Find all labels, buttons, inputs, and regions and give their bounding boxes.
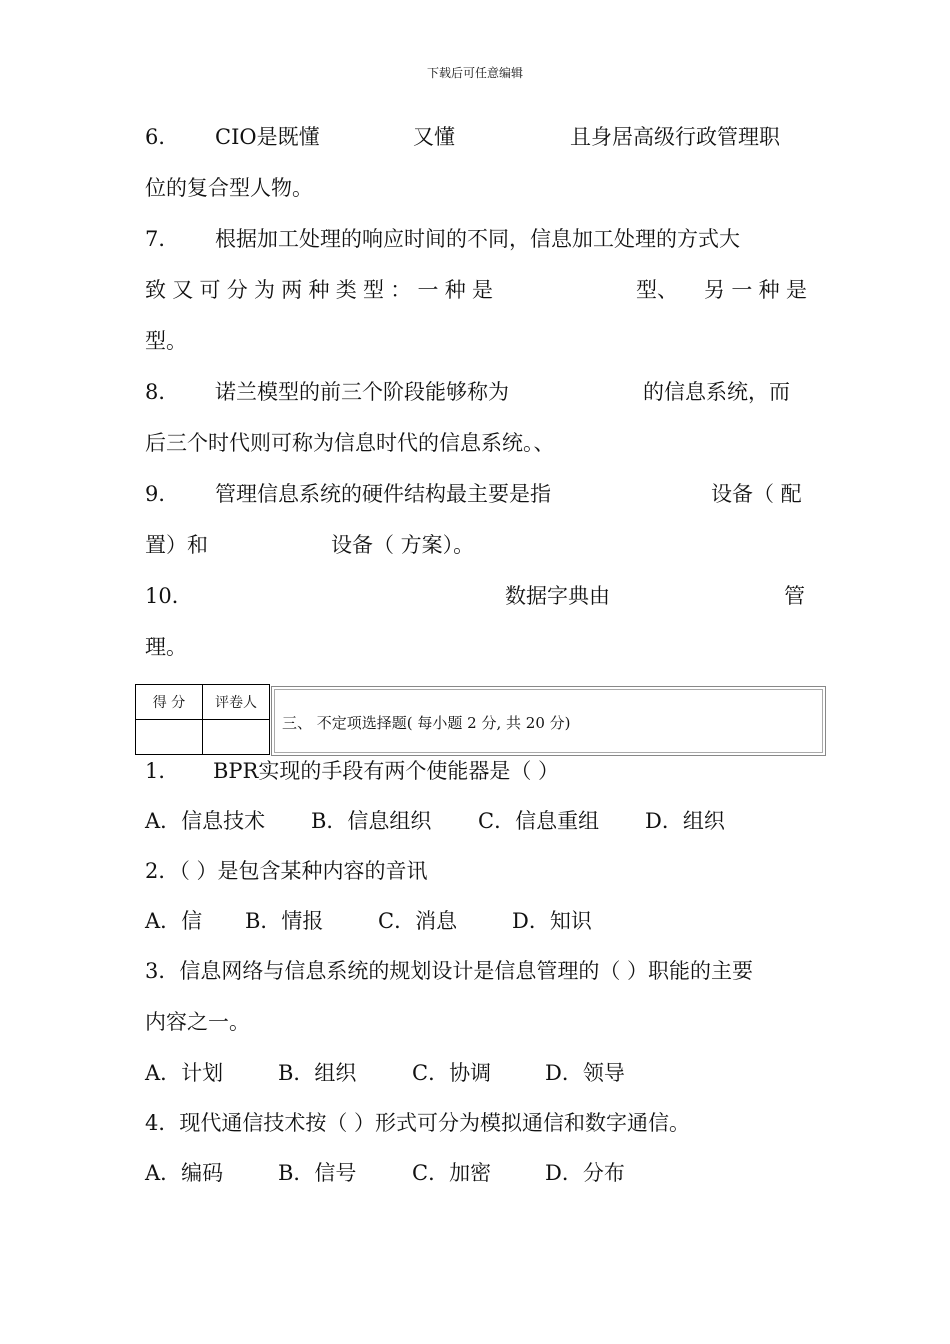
q6-text-b: 又懂	[413, 125, 455, 149]
q10-text-a: 数据字典由	[505, 584, 610, 608]
q8-continuation: 后三个时代则可称为信息时代的信息系统。、	[145, 431, 555, 455]
mc1-option-b: B．信息组织	[311, 809, 432, 833]
mc2-option-c: C．消息	[378, 909, 458, 933]
score-table	[135, 684, 270, 755]
q8-text-b: 的信息系统，而	[643, 380, 790, 404]
q9-number: 9．	[145, 482, 180, 506]
mc3-option-b: B．组织	[278, 1061, 357, 1085]
mc3-option-d: D．领导	[545, 1061, 625, 1085]
q6-text-c: 且身居高级行政管理职	[570, 125, 780, 149]
mc1-option-c: C．信息重组	[478, 809, 600, 833]
mc2-option-d: D．知识	[512, 909, 592, 933]
mc3-option-a: A．计划	[145, 1061, 224, 1085]
section-title: 三、 不定项选择题( 每小题 2 分, 共 20 分)	[282, 714, 571, 732]
mc4-option-c: C．加密	[412, 1161, 492, 1185]
page-header: 下载后可任意编辑	[426, 66, 523, 80]
q7-text-b: 型、	[636, 278, 678, 302]
q10-continuation: 理。	[145, 635, 187, 659]
mc1-number: 1．	[145, 759, 180, 783]
mc2-option-a: A．信	[145, 909, 203, 933]
mc3-stem: 3．信息网络与信息系统的规划设计是信息管理的（ ）职能的主要	[145, 959, 754, 983]
q6-text-a: CIO是既懂	[215, 125, 320, 149]
q10-number: 10．	[145, 584, 193, 608]
mc4-option-d: D．分布	[545, 1161, 625, 1185]
q9-continuation-b: 设备（ 方案）。	[331, 533, 475, 557]
q6-continuation: 位的复合型人物。	[145, 176, 313, 200]
q7-text-a: 根据加工处理的响应时间的不同，信息加工处理的方式大	[215, 227, 740, 251]
mc3-option-c: C．协调	[412, 1061, 492, 1085]
q8-text-a: 诺兰模型的前三个阶段能够称为	[215, 380, 509, 404]
mc1-option-a: A．信息技术	[145, 809, 266, 833]
score-label: 得 分	[136, 685, 203, 720]
q7-continuation: 型。	[145, 329, 187, 353]
mc1-option-d: D．组织	[645, 809, 725, 833]
grader-cell[interactable]	[203, 720, 270, 755]
mc4-stem: 4．现代通信技术按（ ）形式可分为模拟通信和数字通信。	[145, 1111, 691, 1135]
q7-line2: 致 又 可 分 为 两 种 类 型 ： 一 种 是	[145, 278, 493, 302]
mc2-stem: 2．（ ）是包含某种内容的音讯	[145, 859, 428, 883]
grader-label: 评卷人	[203, 685, 270, 720]
mc4-option-a: A．编码	[145, 1161, 224, 1185]
q9-text-a: 管理信息系统的硬件结构最主要是指	[215, 482, 551, 506]
mc2-option-b: B．情报	[245, 909, 324, 933]
q10-text-b: 管	[784, 584, 805, 608]
q7-text-c: 另 一 种 是	[704, 278, 807, 302]
q9-continuation-a: 置）和	[145, 533, 208, 557]
section-header-box	[271, 686, 826, 756]
q7-number: 7．	[145, 227, 180, 251]
mc3-continuation: 内容之一。	[145, 1010, 250, 1034]
mc1-stem: BPR实现的手段有两个使能器是（ ）	[213, 759, 560, 783]
q9-text-b: 设备（ 配	[711, 482, 802, 506]
q6-number: 6．	[145, 125, 180, 149]
q8-number: 8．	[145, 380, 180, 404]
score-cell[interactable]	[136, 720, 203, 755]
mc4-option-b: B．信号	[278, 1161, 357, 1185]
